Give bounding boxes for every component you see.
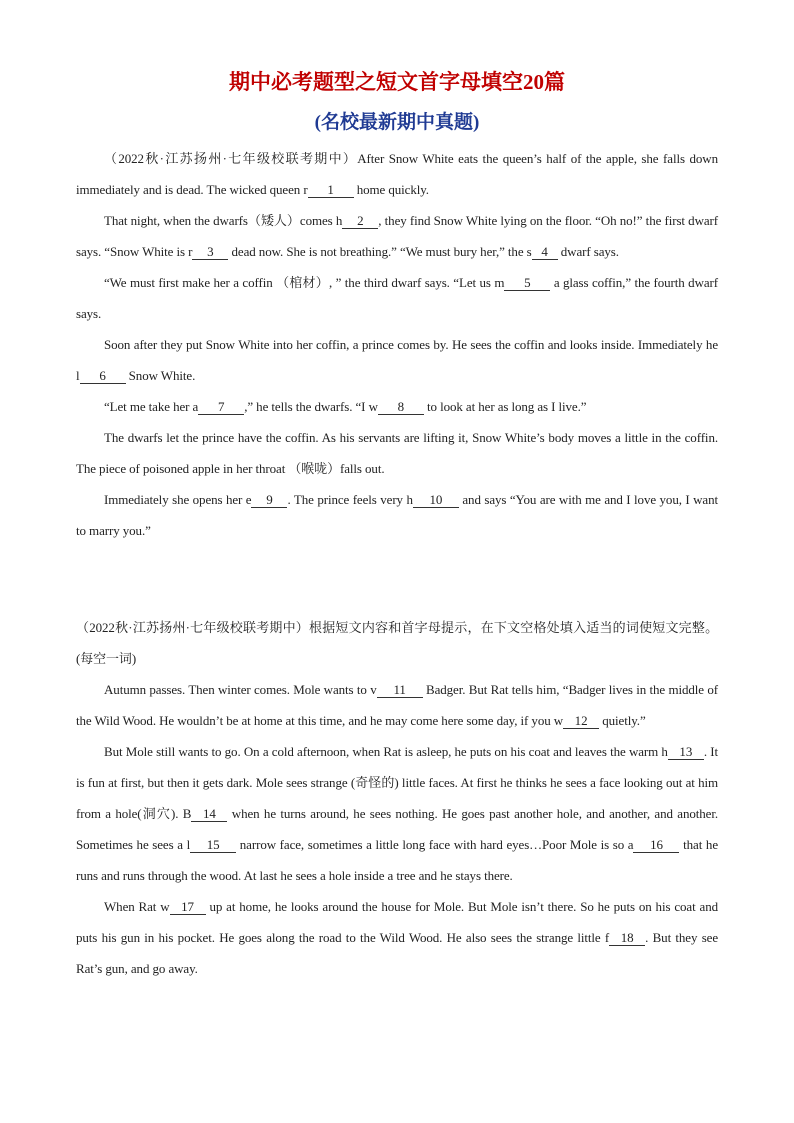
paragraph-text: （2022秋·江苏扬州·七年级校联考期中）After Snow White eats the queen’s half of the apple, she falls down immediately and is dead. The wicked queen r <box>76 151 718 197</box>
paragraph-text: when he turns around, he sees nothing. He goes past another hole, and another, and another. Sometimes he sees a l <box>76 806 718 852</box>
paragraph-text: a glass coffin,” the fourth dwarf says. <box>76 275 718 321</box>
passage1-paragraph-3 <box>76 267 718 329</box>
paragraph-text: Autumn passes. Then winter comes. Mole wants to v <box>104 682 377 697</box>
passage2-instructions: （2022秋·江苏扬州·七年级校联考期中）根据短文内容和首字母提示，在下文空格处填入适当的词使短文完整。(每空一词) <box>76 620 718 666</box>
paragraph-text: Soon after they put Snow White into her coffin, a prince comes by. He sees the coffin and looks inside. Immediately he l <box>76 337 718 383</box>
passage1-paragraph-5 <box>76 391 718 422</box>
passage1-paragraph-4 <box>76 329 718 391</box>
paragraph-text: narrow face, sometimes a little long face with hard eyes…Poor Mole is so a <box>236 837 634 852</box>
answer-blank-17[interactable]: 17 <box>170 899 206 915</box>
paragraph-text: dwarf says. <box>557 244 619 259</box>
paragraph-text: up at home, he looks around the house for Mole. But Mole isn’t there. So he puts on his coat and puts his gun in his pocket. He goes along the road to the Wild Wood. He also sees the strange little f <box>76 899 718 945</box>
passage2-paragraph-3 <box>76 891 718 984</box>
paragraph-text: That night, when the dwarfs（矮人）comes h <box>104 213 343 228</box>
answer-blank-4[interactable]: 4 <box>532 244 558 260</box>
paragraph-text: “Let me take her a <box>104 399 199 414</box>
answer-blank-3[interactable]: 3 <box>192 244 228 260</box>
paragraph-text: dead now. She is not breathing.” “We must bury her,” the s <box>228 244 532 259</box>
passage1-paragraph-2 <box>76 205 718 267</box>
passage-2 <box>76 612 718 984</box>
paragraph-text: . The prince feels very h <box>287 492 413 507</box>
paragraph-text: quietly.” <box>599 713 646 728</box>
paragraph-text: and says “You are with me and I love you, I want to marry you.” <box>76 492 718 538</box>
answer-blank-14[interactable]: 14 <box>191 806 227 822</box>
page-title: 期中必考题型之短文首字母填空20篇 <box>229 70 565 94</box>
paragraph-text: Immediately she opens her e <box>104 492 252 507</box>
answer-blank-13[interactable]: 13 <box>668 744 704 760</box>
passage2-paragraph-1 <box>76 674 718 736</box>
answer-blank-10[interactable]: 10 <box>413 492 459 508</box>
answer-blank-6[interactable]: 6 <box>80 368 126 384</box>
paragraph-text: ,” he tells the dwarfs. “I w <box>244 399 378 414</box>
paragraph-text: to look at her as long as I live.” <box>423 399 587 414</box>
paragraph-text: home quickly. <box>353 182 429 197</box>
answer-blank-5[interactable]: 5 <box>504 275 550 291</box>
passage1-paragraph-6: The dwarfs let the prince have the coffin. As his servants are lifting it, Snow White’s body moves a little in the coffin. The piece of poisoned apple in her throat （喉咙）falls out. <box>76 430 718 476</box>
answer-blank-1[interactable]: 1 <box>308 182 354 198</box>
paragraph-text: . But they see Rat’s gun, and go away. <box>76 930 718 976</box>
paragraph-text: Snow White. <box>125 368 196 383</box>
answer-blank-12[interactable]: 12 <box>563 713 599 729</box>
answer-blank-7[interactable]: 7 <box>198 399 244 415</box>
paragraph-text: . It is fun at first, but then it gets dark. Mole sees strange (奇怪的) little faces. At first he thinks he sees a face looking out at him from a hole(洞穴). B <box>76 744 718 821</box>
passage1-paragraph-7 <box>76 484 718 546</box>
paragraph-text: But Mole still wants to go. On a cold afternoon, when Rat is asleep, he puts on his coat and leaves the warm h <box>104 744 668 759</box>
answer-blank-11[interactable]: 11 <box>377 682 423 698</box>
passage2-paragraph-2 <box>76 736 718 891</box>
paragraph-text: “We must first make her a coffin （棺材）, ” the third dwarf says. “Let us m <box>104 275 505 290</box>
passage-1 <box>76 143 718 546</box>
paragraph-text: that he runs and runs through the wood. At last he sees a hole inside a tree and he stays there. <box>76 837 718 883</box>
answer-blank-8[interactable]: 8 <box>378 399 424 415</box>
paragraph-text: When Rat w <box>104 899 170 914</box>
answer-blank-2[interactable]: 2 <box>342 213 378 229</box>
passage1-paragraph-1 <box>76 143 718 205</box>
answer-blank-18[interactable]: 18 <box>609 930 645 946</box>
paragraph-text: , they find Snow White lying on the floor. “Oh no!” the first dwarf says. “Snow White is r <box>76 213 718 259</box>
paragraph-text: Badger. But Rat tells him, “Badger lives in the middle of the Wild Wood. He wouldn’t be at home at this time, and he may come here some day, if you w <box>76 682 718 728</box>
answer-blank-15[interactable]: 15 <box>190 837 236 853</box>
page-subtitle: (名校最新期中真题) <box>314 112 480 133</box>
answer-blank-9[interactable]: 9 <box>251 492 287 508</box>
answer-blank-16[interactable]: 16 <box>633 837 679 853</box>
